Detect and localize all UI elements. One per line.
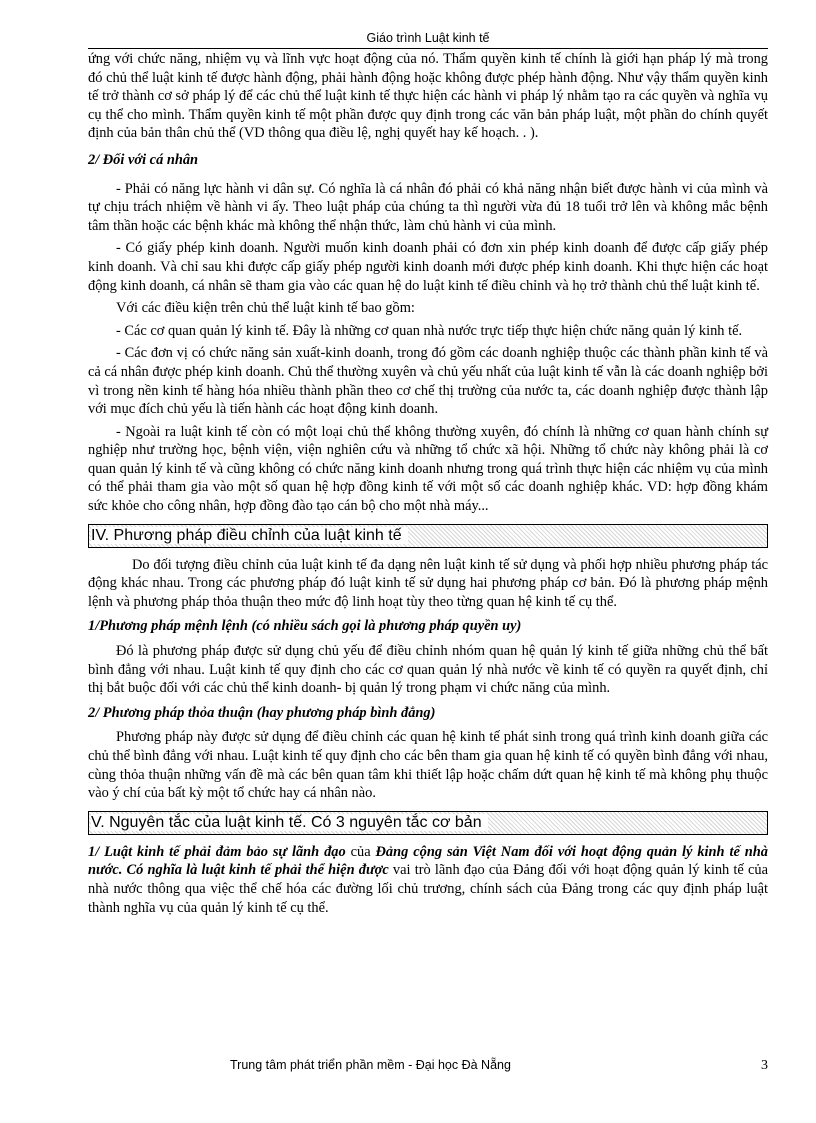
principle-1-connector: của xyxy=(345,843,376,860)
section-5-title: V. Nguyên tắc của luật kinh tế. Có 3 nguyên tắc cơ bản xyxy=(91,814,488,831)
method-1-text: Đó là phương pháp được sử dụng chủ yếu để điều chỉnh nhóm quan hệ quản lý kinh tế giữa những chủ thể bất bình đẳng với nhau. Luật kinh tế quy định cho các cơ quan quản lý nhà nước về kinh tế có quyền ra quyết định, chỉ thị bắt buộc đối với các chủ thể kinh doanh- bị quản lý trong phạm vi chức năng của mình. xyxy=(88,643,768,697)
individual-paragraph-6: - Ngoài ra luật kinh tế còn có một loại chủ thể không thường xuyên, đó chính là những cơ quan hành chính sự nghiệp như trường học, bệnh viện, viện nghiên cứu và những tổ chức xã hội. Những tổ chức này không phải là cơ quan quản lý kinh tế và cũng không có chức năng kinh doanh nhưng trong quá trình thực hiện các nhiệm vụ của mình có thể phải tham gia vào một số quan hệ hợp đồng kinh tế với một số các doanh nghiệp khác. VD: hợp đồng khám sức khỏe cho công nhân, hợp đồng đào tạo cán bộ cho một nhà máy... xyxy=(88,423,768,515)
section-4-heading xyxy=(88,524,768,548)
individual-paragraph-4: - Các cơ quan quản lý kinh tế. Đây là những cơ quan nhà nước trực tiếp thực hiện chức năng quản lý kinh tế. xyxy=(116,322,743,339)
principle-1-paragraph xyxy=(88,843,768,917)
section-4-intro: Do đối tượng điều chỉnh của luật kinh tế đa dạng nên luật kinh tế sử dụng và phối hợp nhiều phương pháp tác động khác nhau. Trong các phương pháp đó luật kinh tế sử dụng hai phương pháp cơ bản. Đó là phương pháp mệnh lệnh và phương pháp thỏa thuận theo mức độ linh hoạt tùy theo từng quan hệ kinh tế cụ thể. xyxy=(88,556,768,610)
individual-paragraph-3: Với các điều kiện trên chủ thể luật kinh tế bao gồm: xyxy=(116,300,415,317)
principle-1-lead: 1/ Luật kinh tế phải đảm bảo sự lãnh đạo xyxy=(88,843,346,860)
individual-paragraph-1: - Phải có năng lực hành vi dân sự. Có nghĩa là cá nhân đó phải có khả năng nhận biết được hành vi của mình và tự chịu trách nhiệm về hành vi ấy. Theo luật pháp của chúng ta thì người vừa đủ 18 tuổi trở lên và không mắc bệnh tâm thần hoặc các bệnh khác mà không thể nhận thức, làm chủ hành vi của mình. xyxy=(88,180,768,234)
principle-1-emphasis: Đảng cộng sản Việt Nam đối với hoạt động quản lý kinh tế nhà nước. Có nghĩa là luật kinh tế phải thể hiện được xyxy=(88,843,768,879)
method-2-text: Phương pháp này được sử dụng để điều chỉnh các quan hệ kinh tế phát sinh trong quá trình kinh doanh giữa các chủ thể bình đẳng với nhau. Luật kinh tế quy định cho các bên tham gia quan hệ kinh tế có quyền bình đẳng với nhau, cùng thỏa thuận những vấn đề mà các bên quan tâm khi thiết lập hoặc chấm dứt quan hệ kinh tế mà không phụ thuộc vào ý chí của bất kỳ một tổ chức hay cá nhân nào. xyxy=(88,729,768,802)
page-header: Giáo trình Luật kinh tế xyxy=(366,31,490,45)
section-5-heading xyxy=(88,811,768,835)
individual-heading: 2/ Đối với cá nhân xyxy=(88,151,199,168)
page-body xyxy=(88,50,768,921)
section-4-title: IV. Phương pháp điều chỉnh của luật kinh tế xyxy=(91,527,408,544)
method-2-heading: 2/ Phương pháp thỏa thuận (hay phương pháp bình đẳng) xyxy=(88,704,436,721)
method-1-heading: 1/Phương pháp mệnh lệnh (có nhiều sách gọi là phương pháp quyền uy) xyxy=(88,618,522,635)
intro-paragraph: ứng với chức năng, nhiệm vụ và lĩnh vực hoạt động của nó. Thẩm quyền kinh tế chính là giới hạn pháp lý mà trong đó chủ thể luật kinh tế được hành động, phải hành động hoặc không được phép hành động. Như vậy thẩm quyền kinh tế trở thành cơ sở pháp lý để các chủ thể luật kinh tế thực hiện các hành vi pháp lý nhằm tạo ra các quyền và nghĩa vụ cụ thể cho mình. Thẩm quyền kinh tế một phần được quy định trong các văn bản pháp luật, một phần do chính quyết định của bản thân chủ thể (VD thông qua điều lệ, nghị quyết hay kế hoạch. . ). xyxy=(88,51,768,142)
page-number: 3 xyxy=(761,1058,768,1073)
individual-paragraph-2: - Có giấy phép kinh doanh. Người muốn kinh doanh phải có đơn xin phép kinh doanh để được cấp giấy phép kinh doanh. Và chỉ sau khi được cấp giấy phép người kinh doanh mới được phép kinh doanh. Khi thực hiện các hoạt động kinh doanh, cá nhân sẽ tham gia vào các quan hệ do luật kinh tế điều chỉnh và họ trở thành chủ thể luật kinh tế. xyxy=(88,240,768,294)
header-divider xyxy=(88,48,768,49)
footer-source: Trung tâm phát triển phần mềm - Đại học Đà Nẵng xyxy=(230,1058,511,1072)
principle-1-rest: vai trò lãnh đạo của Đảng đối với hoạt động quản lý kinh tế của nhà nước thông qua việc thể chế hóa các đường lối chủ trương, chính sách của Đảng trong các quy định pháp luật thành nghĩa vụ của quản lý kinh tế cụ thể. xyxy=(88,862,768,916)
individual-paragraph-5: - Các đơn vị có chức năng sản xuất-kinh doanh, trong đó gồm các doanh nghiệp thuộc các thành phần kinh tế và cả cá nhân được phép kinh doanh. Chủ thể thường xuyên và chủ yếu nhất của luật kinh tế vẫn là các doanh nghiệp bởi vì trong nền kinh tế hàng hóa nhiều thành phần theo cơ chế thị trường của nước ta, các doanh nghiệp được thành lập với mục đích chủ yếu là tiến hành các hoạt động kinh doanh. xyxy=(88,345,768,418)
